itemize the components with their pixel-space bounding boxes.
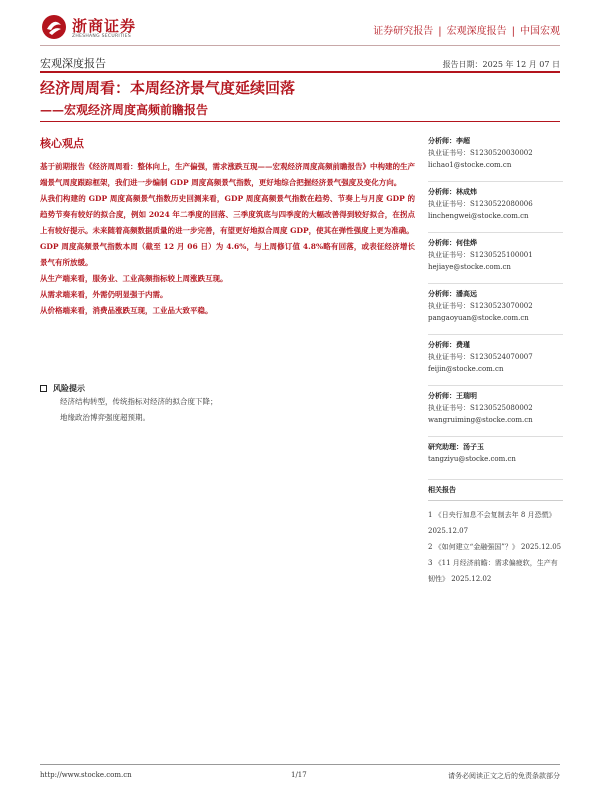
analyst-card bbox=[428, 390, 563, 437]
analyst-name: 分析师：林成炜 bbox=[428, 187, 477, 196]
analyst-cert: 执业证书号：S1230525100001 bbox=[428, 251, 533, 259]
analyst-name: 分析师：潘高远 bbox=[428, 289, 477, 298]
analyst-cert: 执业证书号：S1230520030002 bbox=[428, 149, 533, 157]
analyst-email[interactable]: lichao1@stocke.com.cn bbox=[428, 161, 512, 169]
core-paragraph: 从价格端来看，消费品涨跌互现，工业品大致平稳。 bbox=[40, 306, 213, 315]
analyst-card bbox=[428, 288, 563, 335]
analyst-email[interactable]: hejiaye@stocke.com.cn bbox=[428, 263, 511, 271]
sidebar bbox=[428, 135, 563, 587]
title-divider bbox=[40, 121, 560, 122]
analyst-cert: 执业证书号：S1230525080002 bbox=[428, 404, 533, 412]
core-paragraph: 从我们构建的 GDP 周度高频景气指数历史回测来看，GDP 周度高频景气指数在趋势、节奏上与月度 GDP 的趋势节奏有较好的拟合度，例如 2024 年二季度的回落、三季度筑底与四季度的大幅改善得到较好拟合，在拐点上有较好提示。未来随着高频数据质量的进一步完善，有望更好地拟合周度 GDP，使其在弹性强度上更为准确。 bbox=[40, 194, 415, 235]
assistant-name: 研究助理：汤子玉 bbox=[428, 442, 484, 451]
analyst-card bbox=[428, 186, 563, 233]
footer-website[interactable]: http://www.stocke.com.cn bbox=[40, 771, 132, 779]
analyst-name: 分析师：王瑞明 bbox=[428, 391, 477, 400]
risk-heading: 风险提示 bbox=[53, 383, 85, 393]
core-views bbox=[40, 135, 415, 319]
footer-divider bbox=[40, 764, 560, 765]
core-paragraph: 基于前期报告《经济周周看：整体向上，生产偏强，需求涨跌互现——宏观经济周度高频前瞻报告》中构建的生产端景气周度跟踪框架，我们进一步编制 GDP 周度高频景气指数，更好地综合把握经济景气强度及变化方向。 bbox=[40, 162, 415, 187]
analyst-cert: 执业证书号：S1230524070007 bbox=[428, 353, 533, 361]
related-report-link[interactable]: 3 《11 月经济前瞻：需求偏疲软，生产有韧性》 2025.12.02 bbox=[428, 559, 558, 583]
separator: | bbox=[438, 26, 442, 37]
header-tag: 宏观深度报告 bbox=[446, 26, 507, 37]
analyst-email[interactable]: linchengwei@stocke.com.cn bbox=[428, 212, 529, 220]
header-tag: 中国宏观 bbox=[520, 26, 560, 37]
brand-name: 浙商证券 bbox=[72, 17, 137, 35]
report-subtitle: ——宏观经济周度高频前瞻报告 bbox=[40, 103, 209, 117]
analyst-cert: 执业证书号：S1230522080006 bbox=[428, 200, 533, 208]
analyst-name: 分析师：李超 bbox=[428, 136, 470, 145]
risk-item: 经济结构转型，传统指标对经济的拟合度下降； bbox=[60, 397, 218, 406]
risk-item: 地缘政治博弈强度超预期。 bbox=[60, 413, 150, 422]
analyst-cert: 执业证书号：S1230523070002 bbox=[428, 302, 533, 310]
footer-disclaimer: 请务必阅读正文之后的免责条款部分 bbox=[448, 772, 560, 780]
assistant-card bbox=[428, 441, 563, 480]
risk-heading-row bbox=[40, 383, 415, 394]
report-title: 经济周周看：本周经济景气度延续回落 bbox=[40, 79, 296, 97]
separator: | bbox=[511, 26, 515, 37]
core-views-heading: 核心观点 bbox=[40, 137, 84, 150]
analyst-email[interactable]: wangruiming@stocke.com.cn bbox=[428, 416, 533, 424]
checkbox-icon bbox=[40, 385, 47, 392]
analyst-card bbox=[428, 339, 563, 386]
category-divider bbox=[40, 71, 560, 73]
analyst-card bbox=[428, 135, 563, 182]
related-report-link[interactable]: 2 《如何建立“金融强国”？》 2025.12.05 bbox=[428, 543, 562, 551]
risk-section bbox=[40, 383, 415, 426]
analyst-email[interactable]: pangaoyuan@stocke.com.cn bbox=[428, 314, 529, 322]
core-paragraph: GDP 周度高频景气指数本周（截至 12 月 06 日）为 4.6%，与上周修订值 4.8%略有回落，或表征经济增长景气有所放缓。 bbox=[40, 242, 415, 267]
core-paragraph: 从生产端来看，服务业、工业高频指标较上周涨跌互现。 bbox=[40, 274, 228, 283]
page-number: 1/17 bbox=[291, 771, 307, 779]
header-divider bbox=[40, 45, 560, 46]
header-tags bbox=[373, 22, 560, 37]
zheshang-logo-icon bbox=[40, 14, 68, 40]
brand-name-en: ZHESHANG SECURITIES bbox=[72, 34, 131, 39]
analyst-name: 分析师：何佳烨 bbox=[428, 238, 477, 247]
analyst-email[interactable]: feijin@stocke.com.cn bbox=[428, 365, 504, 373]
report-category: 宏观深度报告 bbox=[40, 57, 106, 70]
core-paragraph: 从需求端来看，外需仍明显强于内需。 bbox=[40, 290, 168, 299]
report-date: 报告日期：2025 年 12 月 07 日 bbox=[442, 60, 560, 69]
assistant-email[interactable]: tangziyu@stocke.com.cn bbox=[428, 455, 516, 463]
analyst-card bbox=[428, 237, 563, 284]
analyst-name: 分析师：费瑾 bbox=[428, 340, 470, 349]
brand-logo bbox=[40, 10, 170, 46]
related-reports-heading: 相关报告 bbox=[428, 484, 563, 501]
header-tag: 证券研究报告 bbox=[373, 26, 434, 37]
related-report-link[interactable]: 1 《日央行加息不会复制去年 8 月恐慌》 2025.12.07 bbox=[428, 511, 556, 535]
